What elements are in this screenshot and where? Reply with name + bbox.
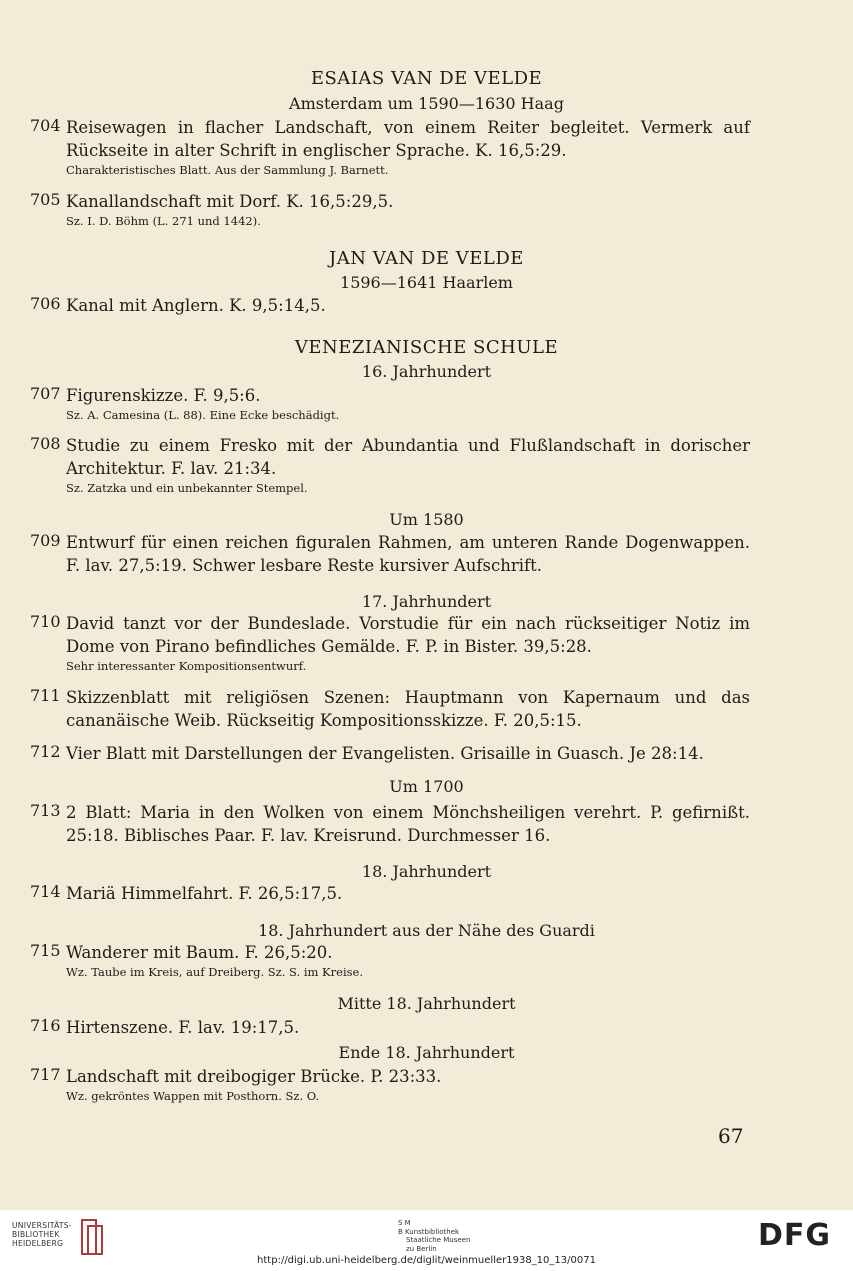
entry-number: 706 [30, 294, 61, 313]
subhead-ende-18-jh: Ende 18. Jahrhundert [338, 1043, 515, 1062]
entry-text: Reisewagen in flacher Landschaft, von einem Reiter begleitet. Vermerk auf Rückseite in alter Schrift in englischer Sprache. K. 16,5:29. [66, 118, 750, 160]
entry-number: 709 [30, 531, 61, 550]
entry-717 [30, 1065, 750, 1104]
entry-number: 715 [30, 941, 61, 960]
entry-note: Sz. I. D. Böhm (L. 271 und 1442). [66, 214, 261, 228]
entry-712 [30, 742, 750, 765]
entry-text: Kanallandschaft mit Dorf. K. 16,5:29,5. [66, 192, 394, 211]
entry-number: 710 [30, 612, 61, 631]
entry-note: Sz. Zatzka und ein unbekannter Stempel. [66, 481, 308, 495]
entry-713 [30, 801, 750, 847]
entry-text: Studie zu einem Fresko mit der Abundantia und Flußlandschaft in dorischer Architektur. F. lav. 21:34. [66, 436, 750, 478]
entry-number: 704 [30, 116, 61, 135]
entry-number: 713 [30, 801, 61, 820]
entry-711 [30, 686, 750, 732]
smb-line-2: B Kunstbibliothek [398, 1227, 460, 1236]
uni-line-3: HEIDELBERG [12, 1239, 64, 1248]
entry-number: 708 [30, 434, 61, 453]
section-subtitle-esaias: Amsterdam um 1590—1630 Haag [289, 94, 564, 113]
entry-number: 707 [30, 384, 61, 403]
entry-715 [30, 941, 750, 980]
subhead-um-1580: Um 1580 [389, 510, 464, 529]
smb-line-4: zu Berlin [406, 1244, 437, 1253]
subhead-guardi: 18. Jahrhundert aus der Nähe des Guardi [258, 921, 595, 940]
entry-text: Skizzenblatt mit religiösen Szenen: Hauptmann von Kapernaum und das cananäische Weib. Rückseitig Kompositionsskizze. F. 20,5:15. [66, 688, 750, 730]
section-subtitle-venezianische: 16. Jahrhundert [361, 362, 492, 381]
subhead-mitte-18-jh: Mitte 18. Jahrhundert [337, 994, 516, 1013]
entry-note: Wz. Taube im Kreis, auf Dreiberg. Sz. S. im Kreise. [66, 965, 363, 979]
dfg-logo[interactable]: DFG [758, 1218, 832, 1253]
entry-note: Sz. A. Camesina (L. 88). Eine Ecke beschädigt. [66, 408, 340, 422]
smb-line-3: Staatliche Museen [406, 1236, 471, 1244]
entry-text: Hirtenszene. F. lav. 19:17,5. [66, 1018, 300, 1037]
entry-710 [30, 612, 750, 674]
entry-714 [30, 882, 750, 905]
section-subtitle-jan: 1596—1641 Haarlem [340, 273, 513, 292]
entry-number: 711 [30, 686, 61, 705]
entry-text: Wanderer mit Baum. F. 26,5:20. [66, 943, 333, 962]
uni-line-2: BIBLIOTHEK [12, 1230, 60, 1239]
smb-line-1: S M [398, 1219, 411, 1227]
entry-text: 2 Blatt: Maria in den Wolken von einem Mönchsheiligen verehrt. P. gefirnißt. 25:18. Biblisches Paar. F. lav. Kreisrund. Durchmesser 16. [66, 803, 750, 845]
entry-number: 712 [30, 742, 61, 761]
subhead-um-1700: Um 1700 [389, 777, 464, 796]
entry-708 [30, 434, 750, 496]
uni-line-1: UNIVERSITÄTS- [12, 1221, 72, 1230]
entry-704 [30, 116, 750, 178]
permalink-url[interactable]: http://digi.ub.uni-heidelberg.de/diglit/weinmueller1938_10_13/0071 [257, 1255, 596, 1266]
entry-707 [30, 384, 750, 423]
entry-text: Entwurf für einen reichen figuralen Rahmen, am unteren Rande Dogenwappen. F. lav. 27,5:19. Schwer lesbare Reste kursiver Aufschrift. [66, 533, 750, 575]
entry-705 [30, 190, 750, 229]
section-title-jan: JAN VAN DE VELDE [329, 248, 524, 269]
entry-text: Mariä Himmelfahrt. F. 26,5:17,5. [66, 884, 343, 903]
entry-number: 714 [30, 882, 61, 901]
entry-716 [30, 1016, 750, 1039]
entry-number: 705 [30, 190, 61, 209]
heidelberg-library-logo-text[interactable] [12, 1221, 72, 1248]
entry-note: Wz. gekröntes Wappen mit Posthorn. Sz. O. [66, 1089, 320, 1103]
entry-number: 716 [30, 1016, 61, 1035]
entry-709 [30, 531, 750, 577]
entry-text: Kanal mit Anglern. K. 9,5:14,5. [66, 296, 326, 315]
entry-note: Charakteristisches Blatt. Aus der Sammlung J. Barnett. [66, 163, 389, 177]
page-number: 67 [718, 1124, 744, 1148]
entry-text: Landschaft mit dreibogiger Brücke. P. 23:33. [66, 1067, 442, 1086]
entry-text: Vier Blatt mit Darstellungen der Evangelisten. Grisaille in Guasch. Je 28:14. [66, 744, 704, 763]
entry-number: 717 [30, 1065, 61, 1084]
entry-text: David tanzt vor der Bundeslade. Vorstudie für ein nach rückseitiger Notiz im Dome von Pirano befindliches Gemälde. F. P. in Bister. 39,5:28. [66, 614, 750, 656]
smb-kunstbibliothek-logo[interactable] [398, 1219, 470, 1253]
subhead-17-jh: 17. Jahrhundert [361, 592, 492, 611]
heidelberg-seal-icon[interactable] [80, 1218, 104, 1256]
section-title-esaias: ESAIAS VAN DE VELDE [310, 68, 543, 89]
subhead-18-jh: 18. Jahrhundert [361, 862, 492, 881]
entry-706 [30, 294, 750, 317]
entry-text: Figurenskizze. F. 9,5:6. [66, 386, 261, 405]
section-title-venezianische: VENEZIANISCHE SCHULE [294, 337, 559, 358]
entry-note: Sehr interessanter Kompositionsentwurf. [66, 659, 307, 673]
